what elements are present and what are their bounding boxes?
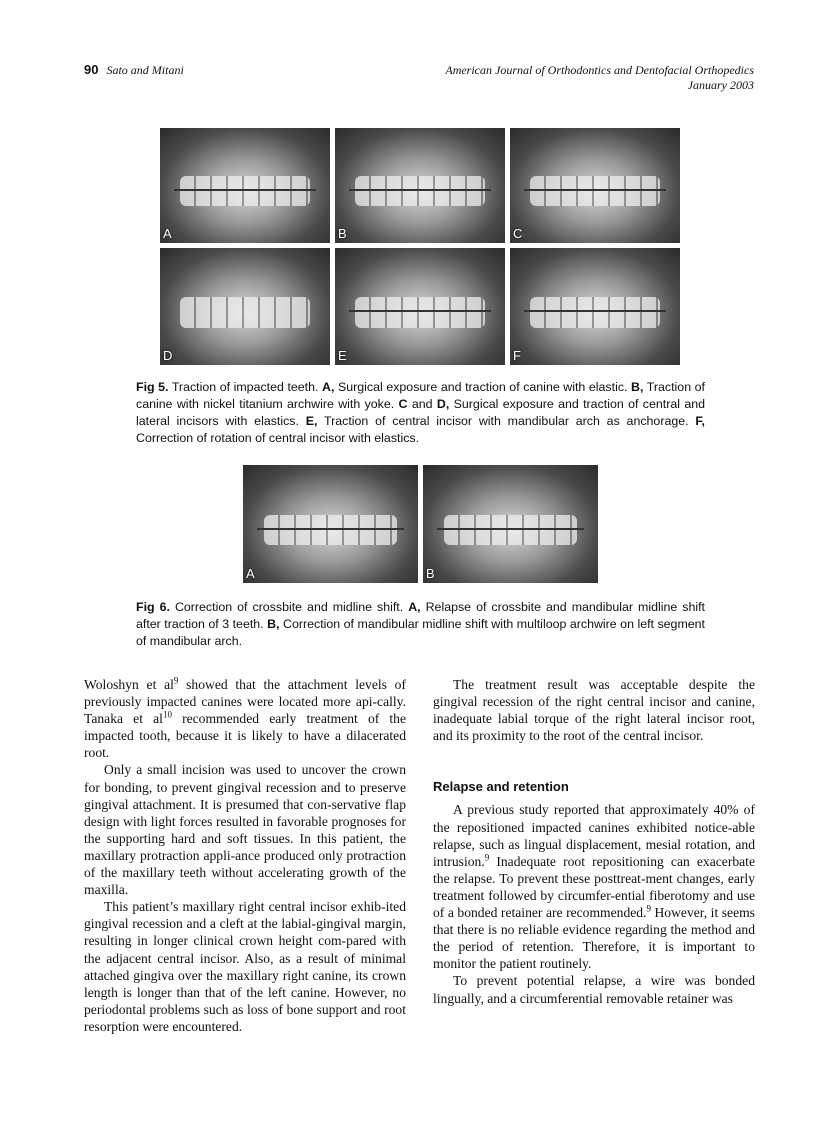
caption-text: Surgical exposure and traction of central and lateral incisors with elastics.	[136, 397, 705, 428]
caption-letter: B,	[267, 617, 280, 631]
text: recommended early treatment of the impacted tooth, because it is likely to have a dilacerated root.	[84, 711, 407, 761]
caption-text: and	[407, 397, 437, 411]
caption-letter: E,	[305, 414, 318, 428]
caption-text: Correction of crossbite and midline shift.	[169, 600, 409, 614]
caption-letter: A,	[408, 600, 421, 614]
panel-label: F	[513, 348, 521, 363]
panel-label: C	[513, 226, 523, 241]
page-number: 90	[84, 62, 99, 77]
citation: 9	[484, 852, 490, 863]
paragraph: The treatment result was acceptable despite the gingival recession of the right central incisor and canine, inadequate labial torque of the right lateral incisor root, and its proximity to the root of the central incisor.	[433, 677, 755, 744]
paragraph: This patient’s maxillary right central incisor exhib-ited gingival recession and a cleft at the labial-gingival margin, resulting in longer clinical crown height com-pared with the adjacent central incisor. Also, as a result of minimal attached gingiva over the maxillary right canine, its crown length is longer than that of the left canine. However, no periodontal problems such as loss of bone support and root resorption were encountered.	[84, 899, 406, 1034]
fig6-caption	[136, 599, 705, 650]
caption-text: Traction of central incisor with mandibular arch as anchorage.	[317, 414, 696, 428]
caption-text: Surgical exposure and traction of canine with elastic.	[334, 380, 632, 394]
text: Woloshyn et al	[84, 677, 174, 692]
journal-name: American Journal of Orthodontics and Dentofacial Orthopedics	[445, 63, 754, 77]
text: Inadequate root repositioning can exacerbate the relapse. To prevent these posttreat-ment changes, early treatment followed by circumfer-ential fiberotomy and use of a bonded retainer are recommended.	[433, 853, 755, 921]
section-heading: Relapse and retention	[433, 779, 569, 795]
text: showed that the attachment levels of previously impacted canines were located more api-cally. Tanaka et al	[84, 677, 406, 727]
citation: 9	[646, 903, 651, 914]
paragraph	[84, 676, 406, 761]
panel-label: D	[163, 348, 173, 363]
fig5-photo-e	[335, 248, 505, 365]
running-header-left	[84, 62, 184, 78]
citation: 10	[162, 709, 172, 720]
caption-text: Traction of impacted teeth.	[168, 380, 323, 394]
caption-letter: F,	[695, 414, 705, 428]
left-column	[84, 676, 406, 1035]
caption-label: Fig 5.	[136, 380, 169, 394]
fig5-photo-f	[510, 248, 680, 365]
caption-letter: A,	[322, 380, 335, 394]
caption-letter: B,	[631, 380, 644, 394]
issue-date: January 2003	[687, 78, 754, 92]
paragraph	[433, 801, 755, 972]
panel-label: E	[338, 348, 347, 363]
caption-text: Relapse of crossbite and mandibular midline shift after traction of 3 teeth.	[136, 600, 705, 631]
citation: 9	[173, 675, 179, 686]
fig6-photo-a	[243, 465, 418, 583]
fig5-caption	[136, 379, 705, 447]
running-header-right	[445, 63, 754, 93]
panel-label: A	[246, 566, 255, 581]
caption-text: Traction of canine with nickel titanium archwire with yoke.	[136, 380, 705, 411]
fig5-photo-c	[510, 128, 680, 243]
fig5-photo-d	[160, 248, 330, 365]
authors: Sato and Mitani	[106, 63, 184, 77]
caption-label: Fig 6.	[136, 600, 170, 614]
fig6-photo-b	[423, 465, 598, 583]
panel-label: A	[163, 226, 172, 241]
panel-label: B	[338, 226, 347, 241]
caption-letter: C	[398, 397, 408, 411]
paragraph: Only a small incision was used to uncover the crown for bonding, to prevent gingival recession and to preserve gingival attachment. It is presumed that con-servative flap design with light forces resulted in favorable prognoses for the supporting hard and soft tissues. In this patient, the maxillary protraction appli-ance produced only protraction of the maxillary teeth without accelerating growth of the maxilla.	[84, 762, 406, 898]
paragraph: To prevent potential relapse, a wire was bonded lingually, and a circumferential removable retainer was	[433, 973, 755, 1006]
caption-letter: D,	[436, 397, 450, 411]
right-column	[433, 676, 755, 1007]
fig5-photo-b	[335, 128, 505, 243]
caption-text: Correction of rotation of central incisor with elastics.	[136, 431, 420, 445]
caption-text: Correction of mandibular midline shift with multiloop archwire on left segment of mandibular arch.	[136, 617, 705, 648]
fig5-photo-a	[160, 128, 330, 243]
text: A previous study reported that approximately 40% of the repositioned impacted canines exhibited notice-able relapse, such as lingual displacement, mesial rotation, and intrusion.	[433, 802, 755, 869]
text: However, it seems that there is no reliable evidence regarding the method and the period of retention. Therefore, it is important to monitor the patient routinely.	[433, 905, 755, 972]
panel-label: B	[426, 566, 435, 581]
